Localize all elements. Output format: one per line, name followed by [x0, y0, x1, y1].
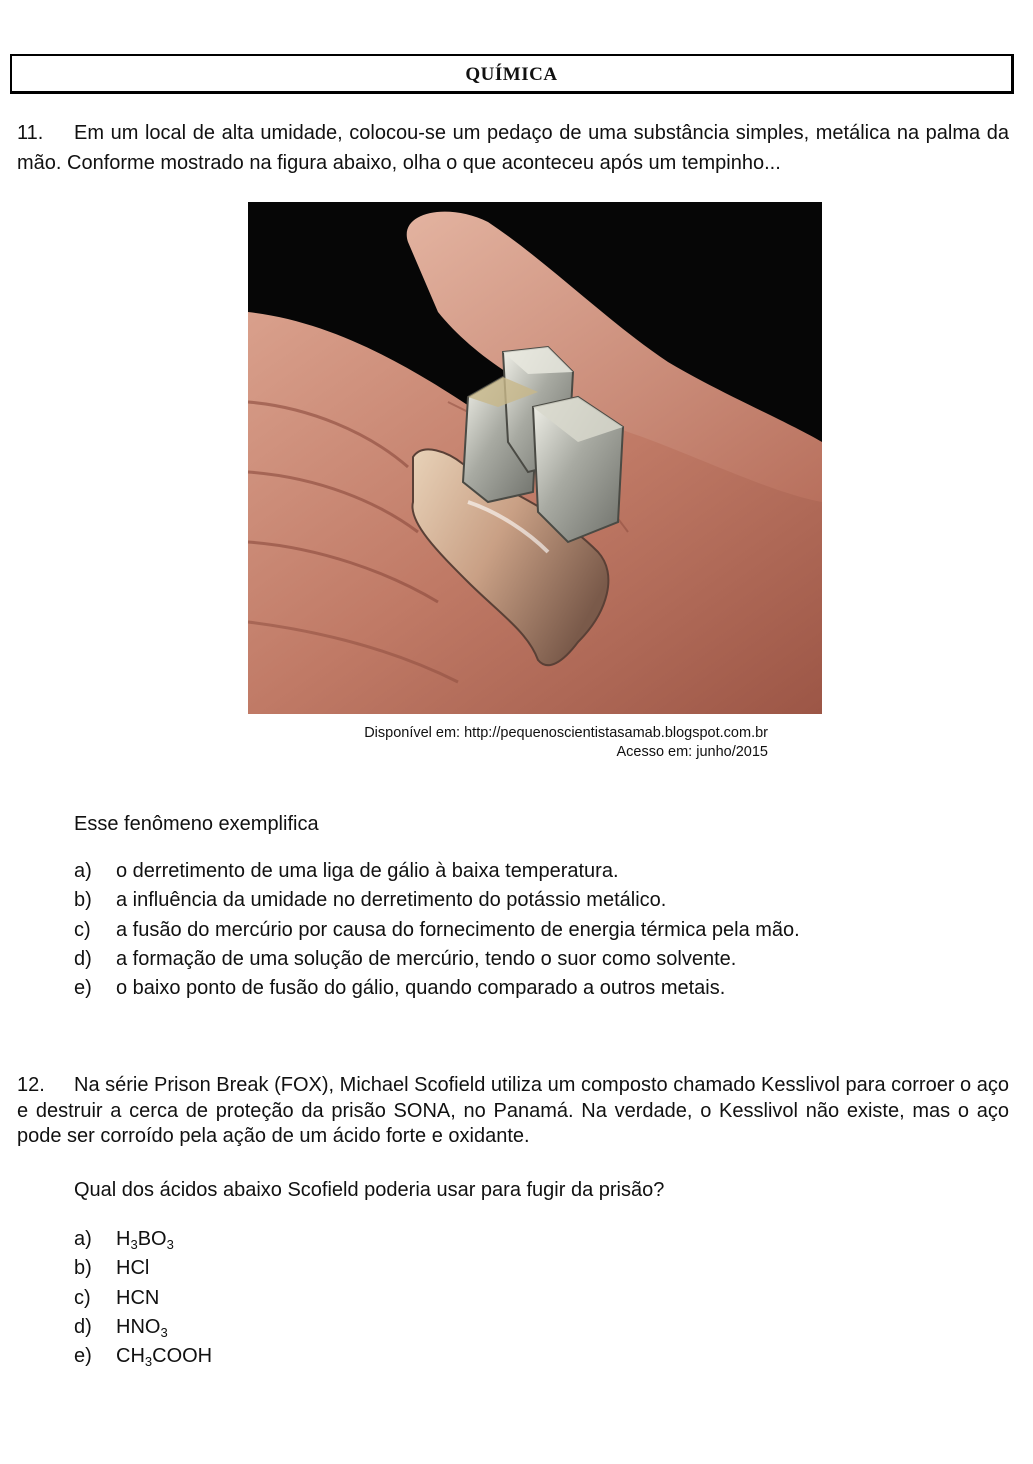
option-item[interactable] [74, 975, 800, 1004]
option-item[interactable] [74, 917, 800, 946]
chemical-formula: HCN [116, 1286, 160, 1309]
question-statement: Em um local de alta umidade, colocou-se um pedaço de uma substância simples, metálica na palma da mão. Conforme mostrado na figura abaixo, olha o que aconteceu após um tempinho... [17, 122, 1009, 174]
hand-illustration [248, 202, 822, 714]
question-11-prompt: Esse fenômeno exemplifica [74, 813, 319, 835]
option-text: a formação de uma solução de mercúrio, tendo o suor como solvente. [116, 947, 737, 970]
image-access-caption: Acesso em: junho/2015 [616, 744, 768, 760]
question-number: 12. [17, 1074, 45, 1096]
option-letter: a) [74, 1228, 92, 1250]
option-text: o baixo ponto de fusão do gálio, quando comparado a outros metais. [116, 977, 726, 1000]
section-title: QUÍMICA [465, 63, 558, 85]
option-item[interactable] [74, 1226, 212, 1255]
image-source-caption: Disponível em: http://pequenoscientistasamab.blogspot.com.br [364, 725, 768, 741]
option-item[interactable] [74, 858, 800, 887]
option-text: a fusão do mercúrio por causa do fornecimento de energia térmica pela mão. [116, 918, 800, 941]
option-item[interactable] [74, 1314, 212, 1343]
option-letter: a) [74, 860, 92, 882]
option-letter: c) [74, 1286, 91, 1309]
option-letter: b) [74, 1257, 92, 1280]
question-number: 11. [17, 122, 44, 144]
option-letter: b) [74, 889, 92, 912]
option-letter: e) [74, 1345, 92, 1368]
question-11-options [74, 858, 800, 1004]
option-text: o derretimento de uma liga de gálio à baixa temperatura. [116, 860, 619, 882]
option-letter: e) [74, 977, 92, 1000]
option-letter: d) [74, 947, 92, 970]
question-12-text [17, 1073, 1009, 1150]
question-12-options [74, 1226, 212, 1372]
chemical-formula: HCl [116, 1257, 150, 1280]
chemical-formula: $CH_3COOH$ [116, 1345, 213, 1370]
question-12-prompt: Qual dos ácidos abaixo Scofield poderia usar para fugir da prisão? [74, 1179, 665, 1201]
gallium-hand-photo [248, 202, 822, 714]
section-header [10, 54, 1014, 94]
option-letter: d) [74, 1315, 92, 1338]
option-item[interactable] [74, 1255, 212, 1284]
question-11-text [17, 118, 1009, 178]
option-item[interactable] [74, 1285, 212, 1314]
option-text: a influência da umidade no derretimento do potássio metálico. [116, 889, 667, 912]
option-item[interactable] [74, 887, 800, 916]
option-letter: c) [74, 918, 91, 941]
option-item[interactable] [74, 946, 800, 975]
chemical-formula: $H_3BO_3$ [116, 1228, 174, 1252]
question-statement: Na série Prison Break (FOX), Michael Scofield utiliza um composto chamado Kesslivol para corroer o aço e destruir a cerca de proteção da prisão SONA, no Panamá. Na verdade, o Kesslivol não existe, mas o aço pode ser corroído pela ação de um ácido forte e oxidante. [17, 1074, 1009, 1147]
option-item[interactable] [74, 1343, 212, 1372]
chemical-formula: $HNO_3$ [116, 1315, 168, 1340]
